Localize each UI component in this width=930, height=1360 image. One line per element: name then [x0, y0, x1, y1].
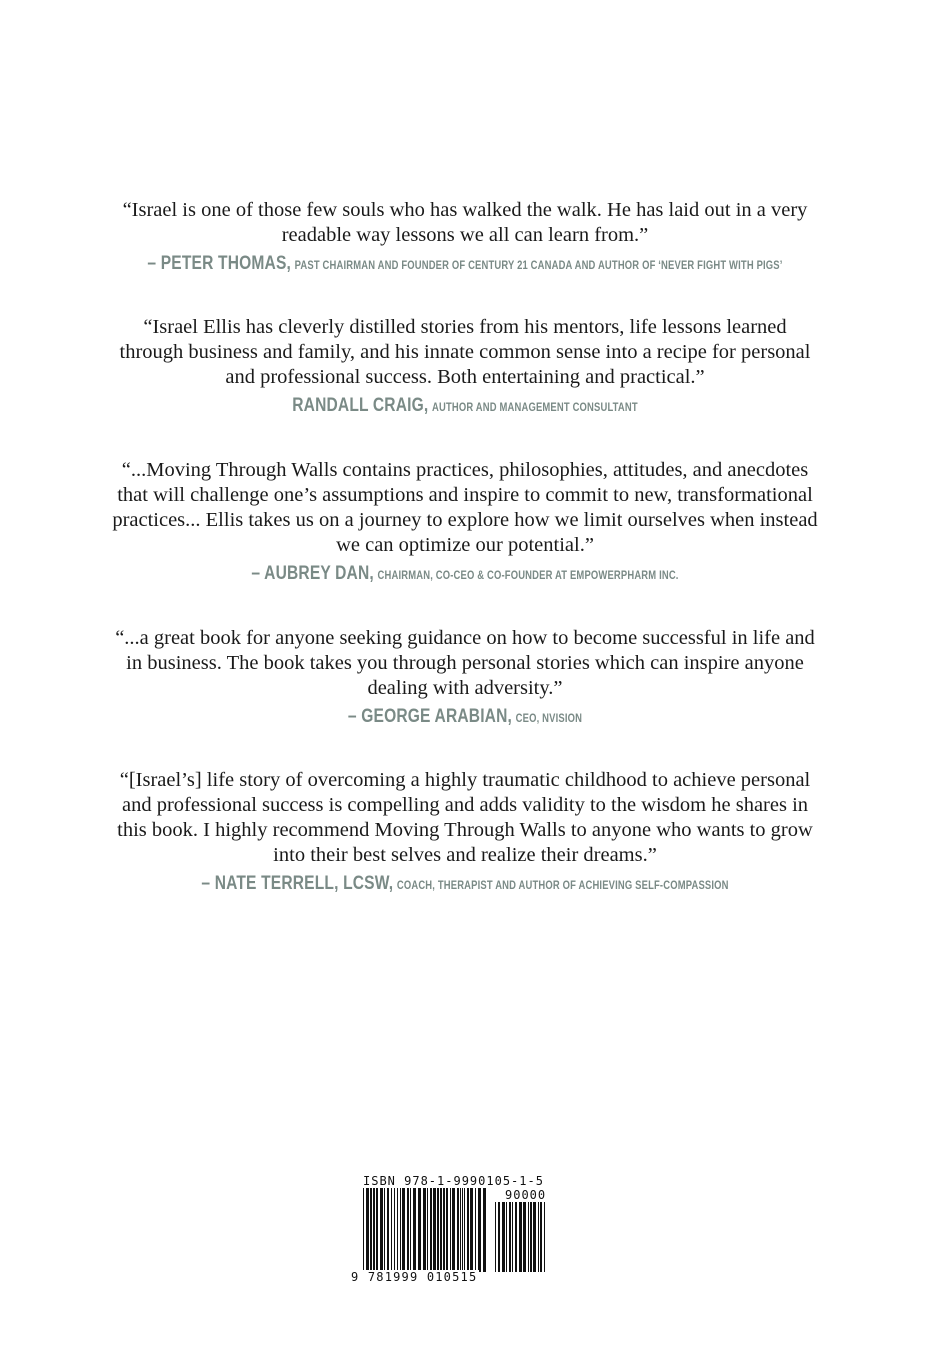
barcode-bar — [467, 1188, 469, 1272]
barcode-bar — [457, 1188, 459, 1272]
barcode-bar — [512, 1202, 513, 1272]
barcode-bar — [528, 1202, 529, 1272]
barcode-bar — [452, 1188, 455, 1272]
quote-line: into their best selves and realize their dreams.” — [273, 844, 657, 866]
quote-line: “[Israel’s] life story of overcoming a highly traumatic childhood to achieve personal — [119, 769, 811, 791]
testimonial-quote — [0, 458, 930, 558]
barcode-bar — [462, 1188, 463, 1272]
barcode-bar — [410, 1188, 411, 1272]
barcode-bar — [380, 1188, 383, 1272]
barcode-bar — [475, 1188, 476, 1272]
quote-line: readable way lessons we all can learn from.” — [281, 224, 649, 246]
attribution-name: RANDALL CRAIG, — [292, 395, 429, 416]
quote-line: “...a great book for anyone seeking guidance on how to become successful in life and — [115, 627, 815, 649]
barcode-bar — [402, 1188, 405, 1272]
quote-line: “...Moving Through Walls contains practices, philosophies, attitudes, and anecdotes — [121, 459, 809, 481]
quote-line: and professional success. Both entertaining and practical.” — [225, 366, 705, 388]
testimonial-3 — [0, 458, 930, 585]
quote-line: practices... Ellis takes us on a journey to explore how we limit ourselves when instead — [112, 509, 818, 531]
barcode-bar — [506, 1202, 507, 1272]
barcode-bar — [391, 1188, 392, 1272]
attribution-role: CEO, NVISION — [515, 713, 583, 725]
attribution-name: – NATE TERRELL, LCSW, — [201, 873, 394, 894]
quote-line: through business and family, and his innate common sense into a recipe for personal — [119, 341, 811, 363]
barcode-bar — [530, 1202, 532, 1272]
testimonial-quote — [0, 768, 930, 868]
barcode-bar — [509, 1202, 511, 1272]
barcode-bar — [540, 1202, 542, 1272]
barcode-bar — [418, 1188, 421, 1272]
quote-line: “Israel is one of those few souls who has walked the walk. He has laid out in a very — [122, 199, 808, 221]
attribution-role: COACH, THERAPIST AND AUTHOR OF ACHIEVING SELF-COMPASSION — [396, 880, 729, 892]
barcode-bar — [460, 1188, 461, 1272]
attribution-name: – AUBREY DAN, — [251, 563, 374, 584]
barcode-bar — [394, 1188, 395, 1272]
barcode-bar — [437, 1188, 439, 1272]
ean-digits: 9 781999 010515 — [351, 1270, 478, 1284]
testimonial-quote — [0, 315, 930, 390]
barcode-bar — [446, 1188, 448, 1272]
attribution-role: CHAIRMAN, CO-CEO & CO-FOUNDER AT EMPOWERPHARM INC. — [377, 570, 679, 582]
barcode-bar — [397, 1188, 398, 1272]
barcode-bar — [400, 1188, 401, 1272]
barcode-bar — [433, 1188, 436, 1272]
barcode-bar — [538, 1202, 539, 1272]
barcode-bars-addon — [495, 1202, 547, 1284]
testimonial-attribution — [84, 253, 847, 275]
quote-line: we can optimize our potential.” — [336, 534, 594, 556]
isbn-barcode — [345, 1172, 555, 1292]
quote-line: “Israel Ellis has cleverly distilled stories from his mentors, life lessons learned — [143, 316, 787, 338]
attribution-role: AUTHOR AND MANAGEMENT CONSULTANT — [432, 402, 638, 414]
barcode-bar — [376, 1188, 378, 1272]
barcode-bar — [370, 1188, 372, 1272]
testimonial-attribution — [84, 873, 847, 895]
barcode-bar — [523, 1202, 526, 1272]
quote-line: in business. The book takes you through personal stories which can inspire anyone — [126, 652, 804, 674]
quote-line: and professional success is compelling and adds validity to the wisdom he shares in — [121, 794, 809, 816]
testimonial-attribution — [84, 706, 847, 728]
testimonial-1 — [0, 198, 930, 275]
price-code: 90000 — [505, 1188, 547, 1202]
barcode-bar — [413, 1188, 416, 1272]
testimonial-5 — [0, 768, 930, 895]
barcode-bar — [515, 1202, 517, 1272]
barcode-bar — [373, 1188, 375, 1272]
barcode-bar — [464, 1188, 465, 1272]
barcode-bar — [533, 1202, 536, 1272]
barcode-bar — [470, 1188, 473, 1272]
testimonial-attribution — [84, 563, 847, 585]
quote-line: dealing with adversity.” — [367, 677, 563, 699]
barcode-bar — [502, 1202, 505, 1272]
testimonial-4 — [0, 626, 930, 728]
barcode-bar — [384, 1188, 385, 1272]
testimonial-quote — [0, 198, 930, 248]
attribution-name: – PETER THOMAS, — [147, 253, 291, 274]
testimonial-attribution — [84, 395, 847, 417]
quote-line: this book. I highly recommend Moving Through Walls to anyone who wants to grow — [117, 819, 813, 841]
barcode-bar — [495, 1202, 496, 1272]
attribution-name: – GEORGE ARABIAN, — [347, 706, 513, 727]
barcode-bar — [478, 1188, 481, 1272]
quote-line: that will challenge one’s assumptions and inspire to commit to new, transformational — [117, 484, 813, 506]
barcode-bar — [483, 1188, 486, 1272]
barcode-bar — [443, 1188, 445, 1272]
testimonial-2 — [0, 315, 930, 417]
barcode-bar — [407, 1188, 409, 1272]
barcode-bar — [430, 1188, 432, 1272]
barcode-bar — [498, 1202, 500, 1272]
barcode-bar — [544, 1202, 545, 1272]
barcode-bar — [519, 1202, 522, 1272]
isbn-label: ISBN 978-1-9990105-1-5 — [363, 1174, 544, 1188]
testimonial-quote — [0, 626, 930, 701]
barcode-bar — [450, 1188, 451, 1272]
barcode-bar — [440, 1188, 442, 1272]
barcode-bar — [387, 1188, 389, 1272]
attribution-role: PAST CHAIRMAN AND FOUNDER OF CENTURY 21 CANADA AND AUTHOR OF ‘NEVER FIGHT WITH PIGS’ — [294, 260, 783, 272]
